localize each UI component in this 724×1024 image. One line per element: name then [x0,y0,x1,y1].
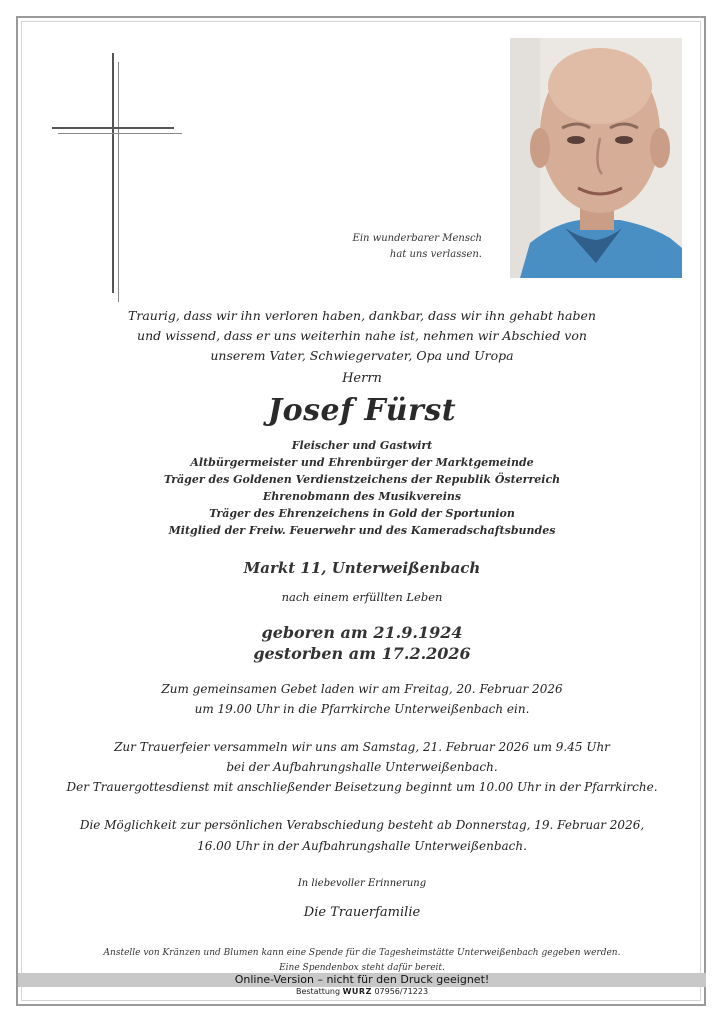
title-item: Ehrenobmann des Musikvereins [262,490,462,503]
prayer-line: Zum gemeinsamen Gebet laden wir am Freitag, 20. Februar 2026 [161,682,563,696]
funeral-info [30,737,694,797]
life-phrase: nach einem erfüllten Leben [281,590,443,604]
intro-line: unserem Vater, Schwiegervater, Opa und Uropa [210,348,514,363]
intro-line: Traurig, dass wir ihn verloren haben, dankbar, dass wir ihn gehabt haben [128,308,596,323]
title-item: Altbürgermeister und Ehrenbürger der Marktgemeinde [190,456,534,469]
memory-phrase: In liebevoller Erinnerung [297,878,427,889]
salutation: Herrn [342,371,382,386]
note-line: Eine Spendenbox steht dafür bereit. [279,963,445,973]
motto-line: Ein wunderbarer Mensch [352,233,482,244]
motto [353,231,482,263]
farewell-line: Die Möglichkeit zur persönlichen Verabschiedung besteht ab Donnerstag, 19. Februar 2026, [79,818,645,832]
title-item: Mitglied der Freiw. Feuerwehr und des Kameradschaftsbundes [168,524,556,537]
prayer-info [30,679,694,719]
portrait-photo [510,38,682,278]
title-item: Fleischer und Gastwirt [291,439,433,452]
birth-date: geboren am 21.9.1924 [261,623,463,642]
title-item: Träger des Ehrenzeichens in Gold der Sportunion [209,507,515,520]
footer-prefix: Bestattung [295,987,341,996]
intro-text [30,306,694,366]
titles-list [30,437,694,539]
funeral-home-logo: WURZ [342,987,372,996]
intro-line: und wissend, dass er uns weiterhin nahe ist, nehmen wir Abschied von [137,328,587,343]
funeral-line: Der Trauergottesdienst mit anschließender Beisetzung beginnt um 10.00 Uhr in der Pfarrkirche. [66,780,658,794]
footer-phone: 07956/71223 [374,987,429,996]
prayer-line: um 19.00 Uhr in die Pfarrkirche Unterweißenbach ein. [194,702,530,716]
donation-note [30,946,694,976]
death-date: gestorben am 17.2.2026 [253,644,471,663]
footer [0,987,724,996]
farewell-line: 16.00 Uhr in der Aufbahrungshalle Unterweißenbach. [197,839,527,853]
farewell-info [30,815,694,857]
funeral-line: bei der Aufbahrungshalle Unterweißenbach. [226,760,498,774]
online-version-text: Online-Version – nicht für den Druck geeignet! [234,973,490,986]
title-item: Träger des Goldenen Verdienstzeichens der Republik Österreich [163,473,561,486]
family-signature: Die Trauerfamilie [303,905,421,920]
deceased-name: Josef Fürst [267,393,457,428]
motto-line: hat uns verlassen. [389,249,482,260]
funeral-line: Zur Trauerfeier versammeln wir uns am Samstag, 21. Februar 2026 um 9.45 Uhr [114,740,610,754]
note-line: Anstelle von Kränzen und Blumen kann eine Spende für die Tagesheimstätte Unterweißenbach gegeben werden. [103,948,621,958]
address: Markt 11, Unterweißenbach [243,559,481,577]
life-dates [30,622,694,664]
